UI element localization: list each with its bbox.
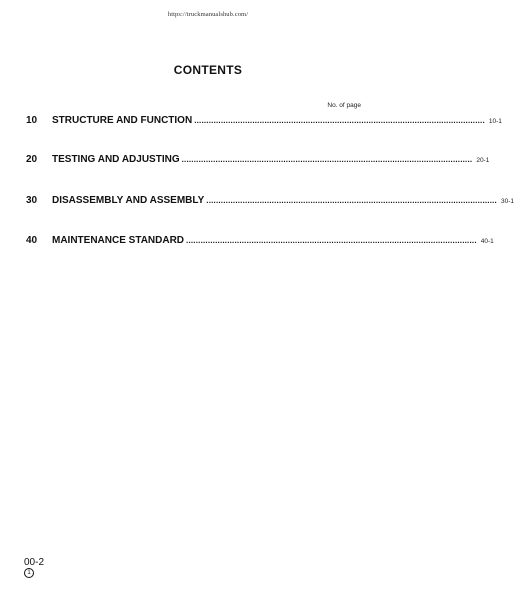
page-title: CONTENTS: [173, 63, 243, 77]
toc-entry-page: 10-1: [488, 118, 502, 125]
toc-entry-number: 20: [26, 154, 38, 165]
toc-entry-title: TESTING AND ADJUSTING: [52, 154, 180, 165]
toc-entry-title: MAINTENANCE STANDARD: [52, 235, 185, 246]
toc-entry-title: STRUCTURE AND FUNCTION: [52, 115, 193, 126]
toc-entry-maintenance-standard: [26, 235, 494, 249]
toc-entry-number: 30: [26, 195, 38, 206]
footer-page-number: 00-2: [24, 557, 45, 568]
toc-entry-page: 30-1: [500, 198, 514, 205]
toc-leader-dots: ........................................................................................................................: [181, 155, 473, 164]
toc-leader-dots: ........................................................................................................................: [194, 116, 485, 125]
page-column-label: No. of page: [327, 102, 361, 109]
toc-entry-title: DISASSEMBLY AND ASSEMBLY: [52, 195, 205, 206]
toc-entry-testing-and-adjusting: [26, 154, 490, 168]
toc-entry-number: 40: [26, 235, 38, 246]
toc-entry-disassembly-and-assembly: [26, 195, 514, 209]
toc-entry-page: 40-1: [480, 238, 494, 245]
toc-entry-page: 20-1: [476, 157, 490, 164]
revision-mark-icon: 1: [24, 568, 34, 578]
source-url: https://truckmanualshub.com/: [167, 11, 249, 18]
toc-leader-dots: ........................................................................................................................: [206, 196, 497, 205]
toc-leader-dots: ........................................................................................................................: [186, 236, 477, 245]
toc-entry-number: 10: [26, 115, 38, 126]
toc-entry-structure-and-function: [26, 115, 502, 129]
